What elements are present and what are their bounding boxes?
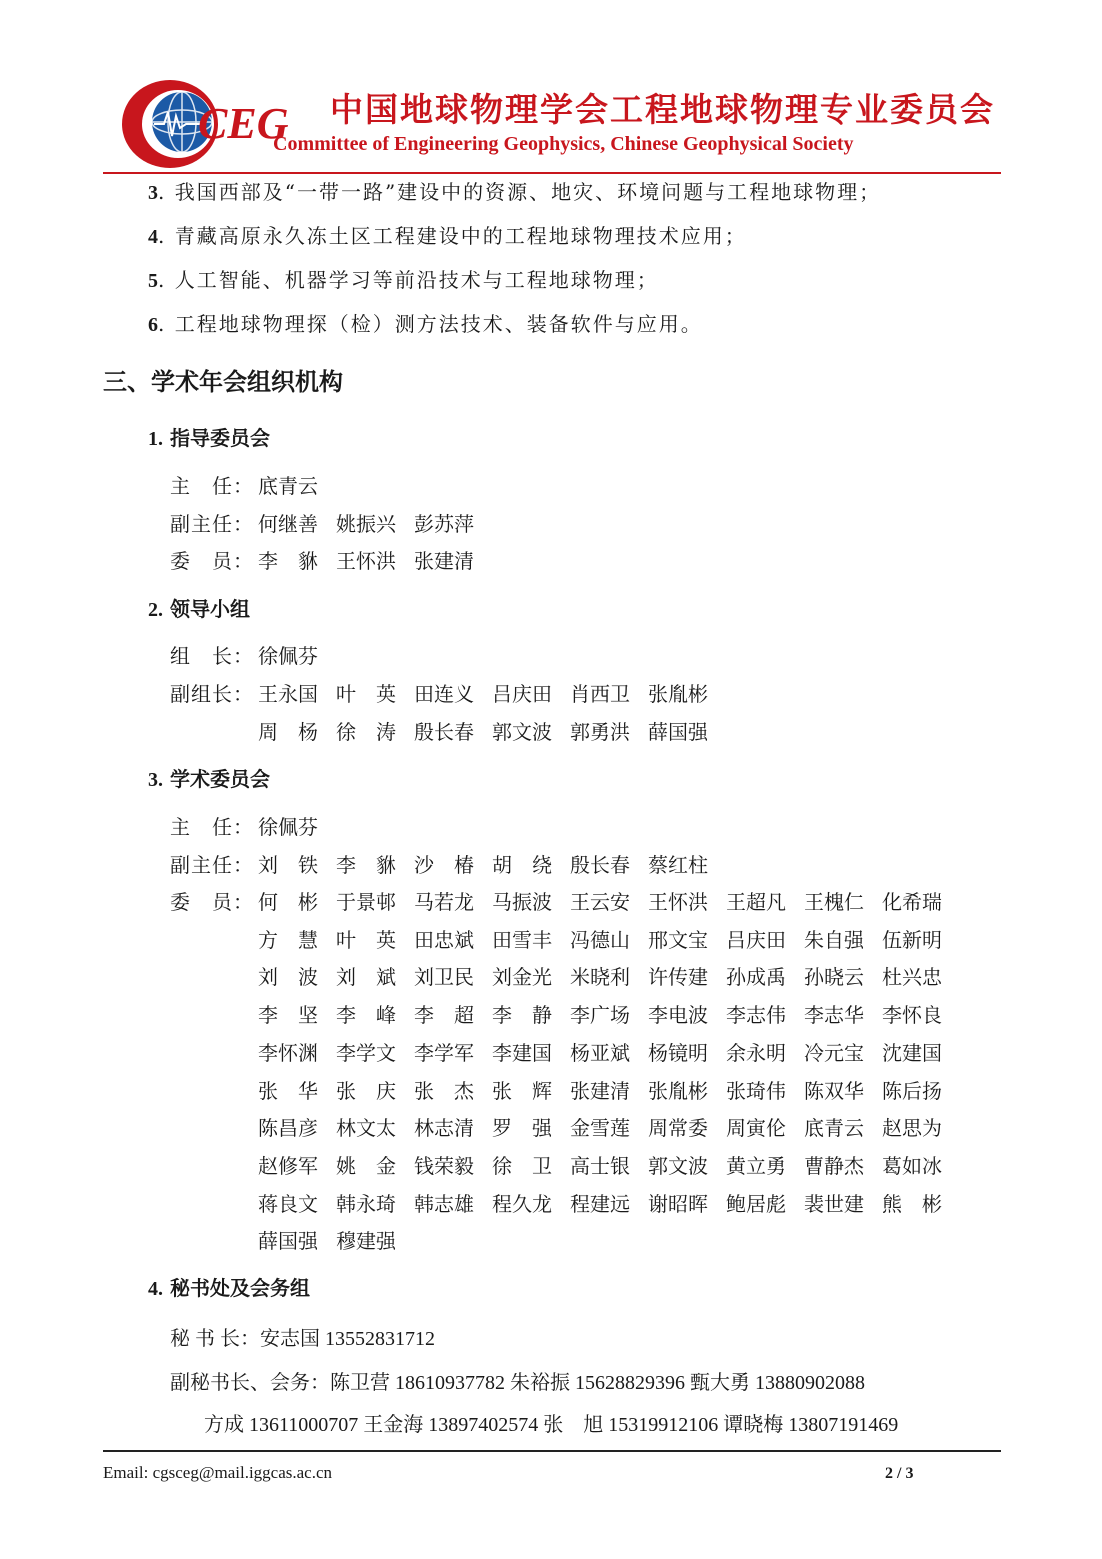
- topic-text: . 人工智能、机器学习等前沿技术与工程地球物理；: [158, 268, 659, 292]
- person-name: 杜兴忠: [882, 965, 942, 990]
- header-divider: [103, 172, 1001, 174]
- subsection-number: 4.: [148, 1278, 163, 1300]
- person-name: 李 静: [492, 1003, 552, 1028]
- topic-item: [148, 308, 703, 337]
- person-name: 李怀良: [882, 1003, 942, 1028]
- person-name: 孙晓云: [804, 965, 864, 990]
- person-name: 郭文波: [648, 1153, 708, 1178]
- person-name: 杨镜明: [648, 1040, 708, 1065]
- role-label: 委 员：: [170, 549, 254, 573]
- person-name: 罗 强: [492, 1116, 552, 1141]
- role-label: 副主任：: [170, 512, 254, 536]
- topic-number: 3: [148, 182, 158, 204]
- person-name: 伍新明: [882, 927, 942, 952]
- person-name: 鲍居彪: [726, 1191, 786, 1216]
- person-name: 叶 英: [336, 927, 396, 952]
- person-name: 钱荣毅: [414, 1153, 474, 1178]
- person-name: 金雪莲: [570, 1116, 630, 1141]
- person-name: 胡 绕: [492, 853, 552, 877]
- person-name: 何 彬: [258, 890, 318, 914]
- person-name: 刘 斌: [336, 965, 396, 990]
- person-name: 朱自强: [804, 927, 864, 952]
- person-name: 李 貅: [258, 549, 318, 573]
- person-name: 余永明: [726, 1040, 786, 1065]
- subsection-title: 领导小组: [169, 597, 250, 621]
- person-name: 姚 金: [336, 1153, 396, 1178]
- person-name: 王云安: [570, 890, 630, 914]
- person-name: 李 峰: [336, 1003, 396, 1028]
- person-name: 李 坚: [258, 1003, 318, 1028]
- person-name: 薛国强: [648, 720, 708, 744]
- person-name: 徐 涛: [336, 720, 396, 744]
- person-name: 葛如冰: [882, 1153, 942, 1178]
- person-name: 王怀洪: [648, 890, 708, 914]
- person-name: 沙 椿: [414, 853, 474, 877]
- subsection-title: 学术委员会: [169, 767, 270, 791]
- person-name: 王槐仁: [804, 890, 864, 914]
- person-name: 刘 波: [258, 965, 318, 990]
- person-name: 谢昭晖: [648, 1191, 708, 1216]
- subsection-number: 1.: [148, 428, 163, 450]
- person-name: 孙成禹: [726, 965, 786, 990]
- role-label: 主 任：: [170, 474, 254, 498]
- person-name: 刘金光: [492, 965, 552, 990]
- person-name: 李怀渊: [258, 1040, 318, 1065]
- person-name: 李 貅: [336, 853, 396, 877]
- subsection-leading-group: [148, 593, 250, 622]
- person-name: 陈后扬: [882, 1078, 942, 1103]
- person-name: 何继善: [258, 512, 318, 536]
- person-name: 赵思为: [882, 1116, 942, 1141]
- person-name: 程建远: [570, 1191, 630, 1216]
- subsection-title: 秘书处及会务组: [169, 1276, 310, 1300]
- person-name: 徐佩芬: [258, 644, 318, 668]
- subsection-guiding-committee: [148, 422, 270, 451]
- person-name: 冷元宝: [804, 1040, 864, 1065]
- subsection-number: 3.: [148, 769, 163, 791]
- person-name: 殷长春: [414, 720, 474, 744]
- person-name: 张琦伟: [726, 1078, 786, 1103]
- person-name: 李志华: [804, 1003, 864, 1028]
- topic-number: 6: [148, 314, 158, 336]
- person-name: 李广场: [570, 1003, 630, 1028]
- person-name: 李电波: [648, 1003, 708, 1028]
- person-name: 王永国: [258, 682, 318, 706]
- topic-number: 5: [148, 270, 158, 292]
- person-name: 裴世建: [804, 1191, 864, 1216]
- person-name: 李建国: [492, 1040, 552, 1065]
- person-name: 程久龙: [492, 1191, 552, 1216]
- person-name: 李志伟: [726, 1003, 786, 1028]
- person-name: 赵修军: [258, 1153, 318, 1178]
- person-name: 冯德山: [570, 927, 630, 952]
- person-name: 杨亚斌: [570, 1040, 630, 1065]
- section-title: 三、学术年会组织机构: [103, 368, 343, 396]
- person-name: 林志清: [414, 1116, 474, 1141]
- subsection-secretariat: [148, 1272, 310, 1301]
- person-name: 张 华: [258, 1078, 318, 1103]
- page-number: 2 / 3: [885, 1465, 914, 1482]
- person-name: 张 辉: [492, 1078, 552, 1103]
- person-name: 陈昌彦: [258, 1116, 318, 1141]
- person-name: 马振波: [492, 890, 552, 914]
- title-english: Committee of Engineering Geophysics, Chinese Geophysical Society: [273, 133, 854, 155]
- person-name: 底青云: [804, 1116, 864, 1141]
- person-name: 许传建: [648, 965, 708, 990]
- person-name: 徐 卫: [492, 1153, 552, 1178]
- role-label: 组 长：: [170, 644, 254, 668]
- person-name: 徐佩芬: [258, 815, 318, 839]
- person-name: 韩永琦: [336, 1191, 396, 1216]
- person-name: 林文太: [336, 1116, 396, 1141]
- person-name: 周寅伦: [726, 1116, 786, 1141]
- person-name: 李学军: [414, 1040, 474, 1065]
- topic-item: [148, 176, 881, 205]
- topic-text: . 工程地球物理探（检）测方法技术、装备软件与应用。: [158, 312, 703, 336]
- person-name: 米晓利: [570, 965, 630, 990]
- person-name: 马若龙: [414, 890, 474, 914]
- person-name: 张 杰: [414, 1078, 474, 1103]
- person-name: 吕庆田: [726, 927, 786, 952]
- person-name: 吕庆田: [492, 682, 552, 706]
- deputy-secretary-line: 方成 13611000707 王金海 13897402574 张 旭 15319912106 谭晓梅 13807191469: [204, 1414, 899, 1436]
- person-name: 田连义: [414, 682, 474, 706]
- person-name: 郭勇洪: [570, 720, 630, 744]
- person-name: 韩志雄: [414, 1191, 474, 1216]
- person-name: 郭文波: [492, 720, 552, 744]
- topic-text: . 青藏高原永久冻土区工程建设中的工程地球物理技术应用；: [158, 224, 747, 248]
- person-name: 周常委: [648, 1116, 708, 1141]
- person-name: 王超凡: [726, 890, 786, 914]
- title-chinese: 中国地球物理学会工程地球物理专业委员会: [330, 90, 995, 129]
- person-name: 陈双华: [804, 1078, 864, 1103]
- person-name: 张 庆: [336, 1078, 396, 1103]
- person-name: 黄立勇: [726, 1153, 786, 1178]
- footer-email: Email: cgsceg@mail.iggcas.ac.cn: [103, 1463, 333, 1482]
- ceg-logo: [120, 72, 289, 172]
- person-name: 殷长春: [570, 853, 630, 877]
- role-label: 副组长：: [170, 682, 254, 706]
- person-name: 化希瑞: [882, 890, 942, 914]
- secretary-general: 秘 书 长：安志国 13552831712: [170, 1328, 435, 1350]
- person-name: 田雪丰: [492, 927, 552, 952]
- person-name: 曹静杰: [804, 1153, 864, 1178]
- person-name: 方 慧: [258, 927, 318, 952]
- person-name: 李 超: [414, 1003, 474, 1028]
- person-name: 张胤彬: [648, 682, 708, 706]
- person-name: 张胤彬: [648, 1078, 708, 1103]
- role-label: 委 员：: [170, 890, 254, 914]
- topic-number: 4: [148, 226, 158, 248]
- subsection-academic-committee: [148, 763, 270, 792]
- person-name: 底青云: [258, 474, 318, 498]
- topic-item: [148, 264, 659, 293]
- person-name: 刘卫民: [414, 965, 474, 990]
- person-name: 邢文宝: [648, 927, 708, 952]
- person-name: 沈建国: [882, 1040, 942, 1065]
- person-name: 高士银: [570, 1153, 630, 1178]
- person-name: 熊 彬: [882, 1191, 942, 1216]
- person-name: 张建清: [414, 549, 474, 573]
- person-name: 肖西卫: [570, 682, 630, 706]
- subsection-title: 指导委员会: [169, 426, 270, 450]
- person-name: 李学文: [336, 1040, 396, 1065]
- person-name: 薛国强: [258, 1229, 318, 1254]
- role-label: 主 任：: [170, 815, 254, 839]
- subsection-number: 2.: [148, 599, 163, 621]
- person-name: 叶 英: [336, 682, 396, 706]
- topic-text: . 我国西部及“一带一路”建设中的资源、地灾、环境问题与工程地球物理；: [158, 180, 882, 204]
- role-label: 副主任：: [170, 853, 254, 877]
- person-name: 刘 铁: [258, 853, 318, 877]
- person-name: 田忠斌: [414, 927, 474, 952]
- person-name: 蔡红柱: [648, 853, 708, 877]
- person-name: 蒋良文: [258, 1191, 318, 1216]
- footer-divider: [103, 1450, 1001, 1452]
- person-name: 穆建强: [336, 1229, 396, 1254]
- person-name: 王怀洪: [336, 549, 396, 573]
- person-name: 彭苏萍: [414, 512, 474, 536]
- logo-text: CEG: [198, 99, 289, 148]
- person-name: 周 杨: [258, 720, 318, 744]
- person-name: 于景邨: [336, 890, 396, 914]
- person-name: 姚振兴: [336, 512, 396, 536]
- topic-item: [148, 220, 747, 249]
- person-name: 张建清: [570, 1078, 630, 1103]
- deputy-secretary-line: 副秘书长、会务：陈卫营 18610937782 朱裕振 15628829396 甄大勇 13880902088: [170, 1372, 865, 1394]
